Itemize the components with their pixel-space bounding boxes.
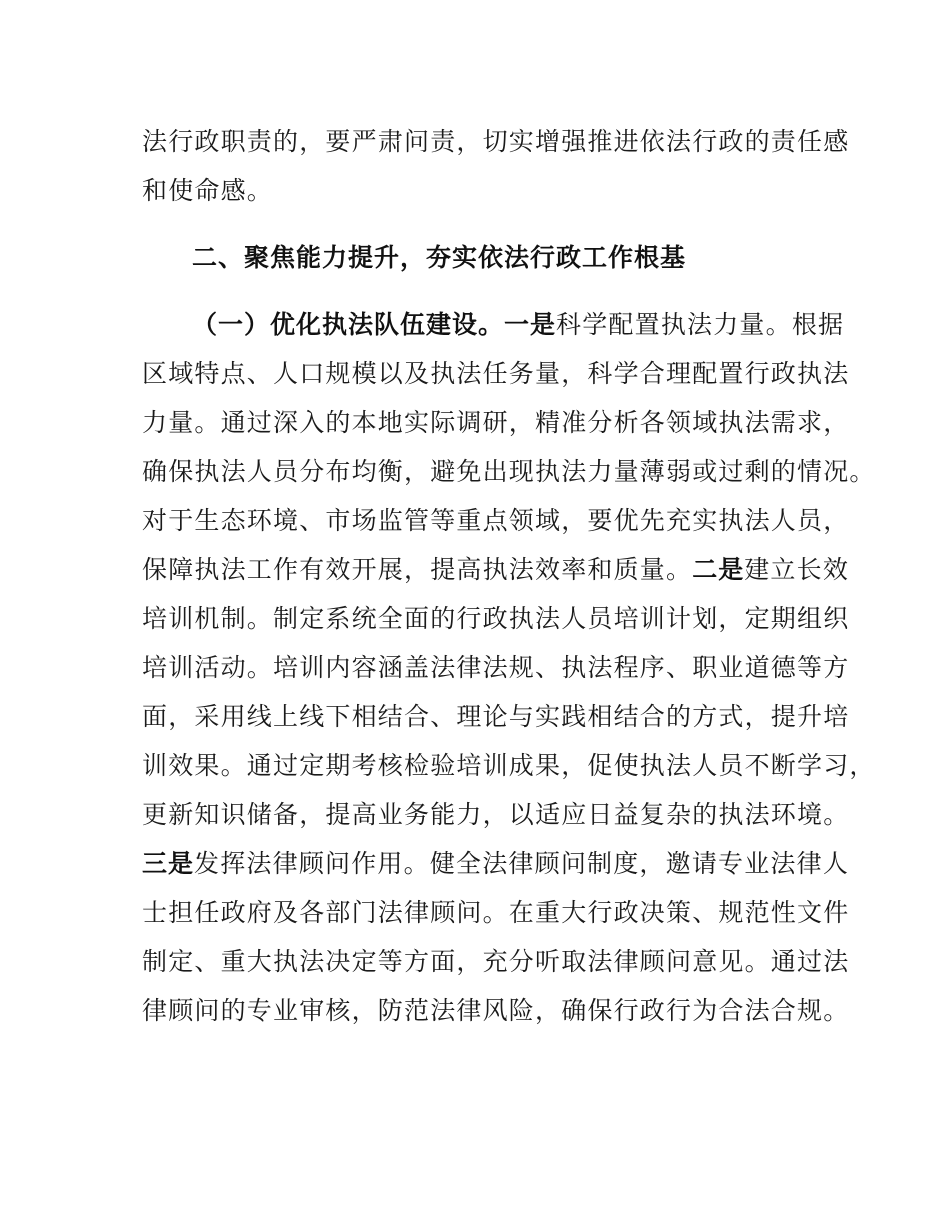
text-line: [142, 506, 849, 536]
paragraph-line-9: 面，采用线上线下相结合、理论与实践相结合的方式，提升培: [142, 702, 850, 731]
text-line: [142, 898, 849, 928]
paragraph-line-8: 培训活动。培训内容涵盖法律法规、执法程序、职业道德等方: [142, 653, 850, 682]
text-line: [142, 359, 849, 389]
paragraph-line-4: 确保执法人员分布均衡，避免出现执法力量薄弱或过剩的情况。: [142, 457, 876, 486]
text-line: [192, 310, 844, 340]
paragraph-line-11: 更新知识储备，提高业务能力，以适应日益复杂的执法环境。: [142, 800, 850, 829]
text-line: [142, 555, 849, 585]
text-line: [142, 849, 849, 879]
section-heading-text: 二、聚焦能力提升，夯实依法行政工作根基: [192, 243, 687, 272]
continuation-line-1: 法行政职责的，要严肃问责，切实增强推进依法行政的责任感: [142, 127, 850, 156]
marker-two: 二是: [692, 555, 745, 584]
text-line: [142, 457, 876, 487]
paragraph-line-1: 科学配置执法力量。根据: [556, 310, 845, 339]
marker-one: 一是: [504, 310, 557, 339]
paragraph-line-3: 力量。通过深入的本地实际调研，精准分析各领域执法需求，: [142, 408, 850, 437]
text-line: [142, 751, 876, 781]
marker-three: 三是: [142, 849, 195, 878]
paragraph-line-15: 律顾问的专业审核，防范法律风险，确保行政行为合法合规。: [142, 996, 850, 1025]
section-heading: [192, 243, 686, 273]
paragraph-line-10: 训效果。通过定期考核检验培训成果，促使执法人员不断学习，: [142, 751, 876, 780]
continuation-line-2: 和使命感。: [142, 176, 274, 205]
sub-heading: （一）优化执法队伍建设。: [192, 310, 505, 339]
paragraph-line-14: 制定、重大执法决定等方面，充分听取法律顾问意见。通过法: [142, 947, 850, 976]
text-line: [142, 800, 849, 830]
paragraph-line-7: 培训机制。制定系统全面的行政执法人员培训计划，定期组织: [142, 604, 850, 633]
paragraph-line-13: 士担任政府及各部门法律顾问。在重大行政决策、规范性文件: [142, 898, 850, 927]
text-line: [142, 127, 849, 157]
text-line: [142, 996, 849, 1026]
text-line: [142, 176, 273, 206]
text-line: [142, 408, 849, 438]
paragraph-line-5: 对于生态环境、市场监管等重点领域，要优先充实执法人员，: [142, 506, 850, 535]
paragraph-line-6-end: 建立长效: [744, 555, 850, 584]
paragraph-line-2: 区域特点、人口规模以及执法任务量，科学合理配置行政执法: [142, 359, 850, 388]
text-line: [142, 604, 849, 634]
text-line: [142, 702, 849, 732]
text-line: [142, 947, 849, 977]
paragraph-line-12: 发挥法律顾问作用。健全法律顾问制度，邀请专业法律人: [194, 849, 850, 878]
text-line: [142, 653, 849, 683]
paragraph-line-6-start: 保障执法工作有效开展，提高执法效率和质量。: [142, 555, 693, 584]
